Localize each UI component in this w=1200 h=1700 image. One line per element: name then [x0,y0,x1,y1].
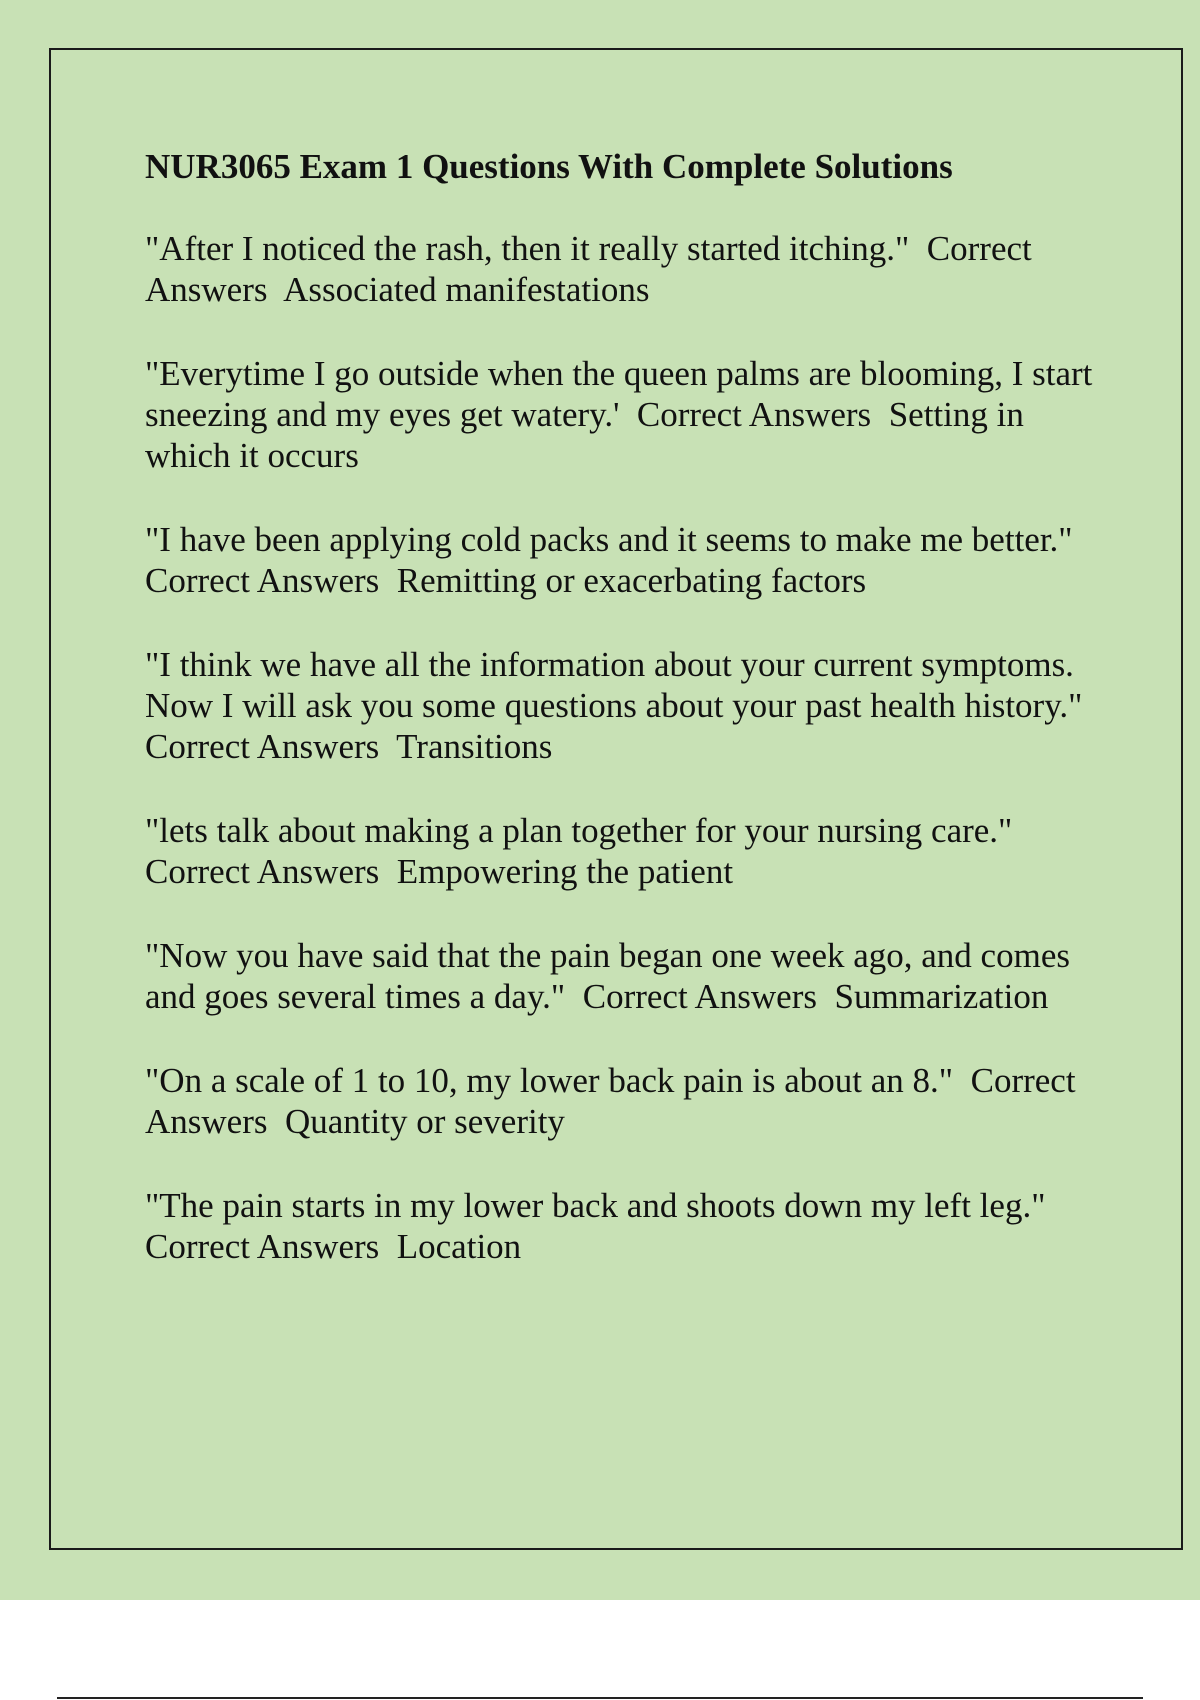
answer-label: Correct Answers [145,1061,1083,1141]
answer-text: Empowering the patient [396,852,734,891]
answer-text: Setting in which it occurs [145,395,1033,475]
answer-label: Correct Answers [145,727,380,766]
answer-text: Associated manifestations [283,270,650,309]
qa-item [145,353,1105,476]
answer-text: Summarization [834,977,1049,1016]
question-text: "Now you have said that the pain began one week ago, and comes and goes several times a day." [145,936,1079,1016]
answer-label: Correct Answers [145,1227,380,1266]
qa-item [145,810,1105,892]
document-title: NUR3065 Exam 1 Questions With Complete Solutions [145,147,953,186]
answer-text: Remitting or exacerbating factors [396,561,867,600]
question-text: "After I noticed the rash, then it really started itching." [145,229,910,268]
answer-label: Correct Answers [145,229,1039,309]
answer-label: Correct Answers [582,977,817,1016]
answer-text: Transitions [396,727,553,766]
answer-label: Correct Answers [145,852,380,891]
qa-item [145,228,1105,310]
question-text: "I think we have all the information about your current symptoms. Now I will ask you some questions about your past health history." [145,645,1083,725]
qa-item [145,935,1105,1017]
footer-divider [57,1697,1143,1699]
answer-text: Location [396,1227,522,1266]
answer-text: Quantity or severity [284,1102,565,1141]
answer-label: Correct Answers [145,561,380,600]
question-text: "I have been applying cold packs and it seems to make me better." [145,520,1073,559]
qa-item [145,644,1105,767]
document-content [145,138,1105,1310]
qa-item [145,1060,1105,1142]
question-text: "Everytime I go outside when the queen palms are blooming, I start sneezing and my eyes get watery.' [145,354,1102,434]
answer-label: Correct Answers [636,395,872,434]
question-text: "On a scale of 1 to 10, my lower back pain is about an 8." [145,1061,954,1100]
qa-item [145,519,1105,601]
question-text: "The pain starts in my lower back and shoots down my left leg." [145,1186,1046,1225]
qa-item [145,1185,1105,1267]
question-text: "lets talk about making a plan together for your nursing care." [145,811,1013,850]
